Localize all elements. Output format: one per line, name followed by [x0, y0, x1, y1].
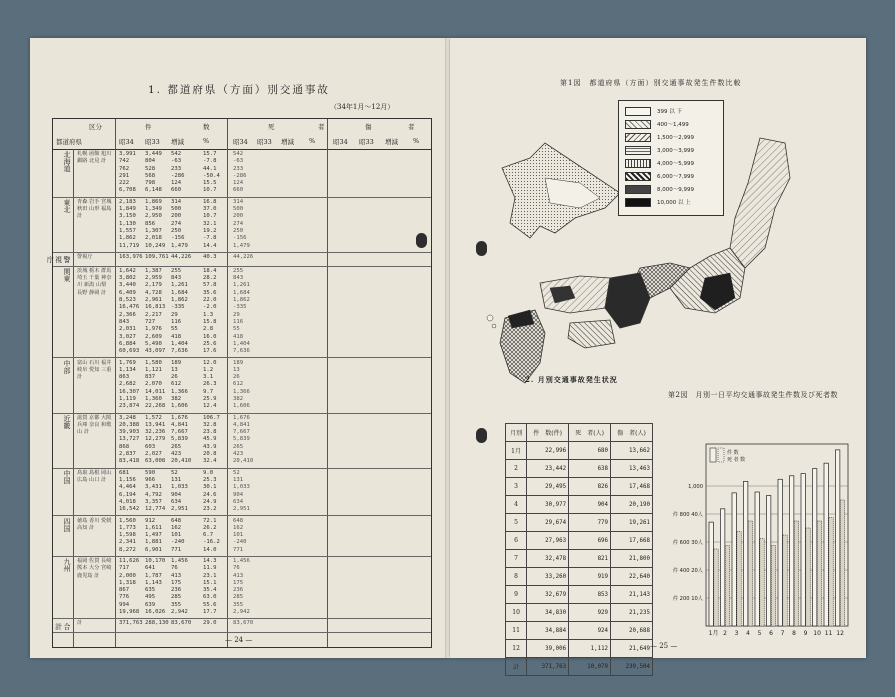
table-cell: 34,884	[527, 622, 569, 640]
binding-hole-1	[416, 233, 427, 248]
bar-cases	[721, 509, 725, 626]
table-cell: 371,763	[527, 658, 569, 676]
value-column: 1,869 1,349 2,950 856 1,307 2,018 10,249	[145, 198, 166, 249]
value-column: 1,456 76 413 175 236 285 355 2,942	[233, 558, 250, 616]
table-row	[506, 604, 653, 622]
subcol-8: 昭34	[333, 138, 348, 146]
region-names: 滋賀 京都 大阪 兵庫 奈良 和歌山 計	[77, 414, 112, 436]
group-label: 九州	[63, 558, 71, 572]
x-tick-label: 7	[780, 630, 785, 637]
x-tick-label: 6	[769, 630, 774, 637]
table-cell: 3	[506, 478, 527, 496]
table-cell: 1,112	[569, 640, 611, 658]
table-row	[506, 496, 653, 514]
table-cell: 821	[569, 550, 611, 568]
table-cell: 10	[506, 604, 527, 622]
subcol-4: 昭34	[233, 138, 248, 146]
x-tick-label: 9	[803, 630, 808, 637]
region-names: 警視庁	[77, 253, 93, 260]
table-cell: 1月	[506, 442, 527, 460]
prefecture-accident-table	[46, 118, 432, 648]
table-group	[53, 468, 431, 517]
value-column: 44,226	[233, 253, 254, 260]
value-column: 15.7 -7.8 44.1 -50.4 15.5 10.7	[203, 151, 220, 194]
table-row	[506, 658, 653, 676]
header-group-1b: 数	[203, 123, 210, 131]
x-tick-label: 12	[836, 630, 844, 637]
value-column: 72.1 26.2 6.7 -16.2 14.0	[203, 517, 220, 553]
value-column: 590 966 3,431 4,792 3,357 12,774	[145, 469, 166, 513]
value-column: 29.0	[203, 620, 217, 627]
value-column: 40.3	[203, 253, 217, 260]
value-column: 11,626 717 2,000 1,318 867 776 994 19,968	[119, 558, 140, 616]
table-group	[53, 413, 431, 469]
bar-deaths	[783, 535, 787, 626]
right-page-number: — 25 —	[650, 642, 678, 650]
table-cell: 826	[569, 478, 611, 496]
x-tick-label: 10	[813, 630, 821, 637]
table-group	[53, 358, 431, 414]
binding-hole-2	[476, 241, 487, 256]
value-column: 288,130	[145, 620, 169, 627]
table-cell: 計	[506, 658, 527, 676]
group-label: 東北	[63, 198, 71, 213]
value-column: 255 843 1,261 1,684 1,862 -335 29 116 55 418 1,404 7,636	[171, 267, 188, 355]
value-column: 1,580 1,121 837 2,070 14,011 1,360 22,268	[145, 359, 166, 410]
col-header: 死 者(人)	[569, 424, 611, 442]
bar-deaths	[771, 546, 775, 627]
group-label: 四国	[63, 517, 71, 532]
value-column: 255 843 1,261 1,684 1,862 -335 29 116 55 418 1,404 7,636	[233, 267, 250, 355]
legend-item: 399 以 下	[625, 107, 721, 118]
table-cell: 853	[569, 586, 611, 604]
value-column: 52 131 1,033 904 634 2,951	[233, 469, 250, 513]
y-tick-label: 件 200 10人	[672, 596, 703, 602]
value-column: 314 500 200 274 250 -156 1,479	[233, 198, 250, 249]
table-cell: 779	[569, 514, 611, 532]
value-column: 52 131 1,033 904 634 2,951	[171, 469, 188, 513]
value-column: 189 13 26 612 1,366 382 1,606	[171, 359, 188, 410]
value-column: 109,761	[145, 253, 169, 260]
subcol-5: 昭33	[257, 138, 272, 146]
kinki-region	[605, 273, 650, 328]
value-column: 1,676 4,841 7,667 5,839 265 423 20,410	[233, 414, 254, 465]
bar-cases	[824, 463, 828, 626]
value-column: 83,670	[233, 620, 254, 627]
legend-item: 3,000〜3,999	[625, 146, 721, 157]
value-column: 3,449 804 528 568 798 6,148	[145, 151, 162, 194]
legend-item: 400〜1,499	[625, 120, 721, 131]
table-row	[506, 568, 653, 586]
period-label: （34年1月〜12月）	[330, 103, 395, 111]
table-cell: 638	[569, 460, 611, 478]
tohoku-region	[730, 138, 790, 268]
table-cell: 21,800	[611, 550, 653, 568]
table-cell: 5	[506, 514, 527, 532]
bar-cases	[790, 476, 794, 626]
table-cell: 696	[569, 532, 611, 550]
table-group	[46, 252, 431, 267]
value-column: 912 1,611 1,497 1,881 6,901	[145, 517, 162, 553]
table-cell: 33,260	[527, 568, 569, 586]
legend-swatch-deaths	[718, 448, 724, 462]
col-header: 傷 者(人)	[611, 424, 653, 442]
region-names: 計	[77, 620, 83, 627]
left-page	[30, 38, 448, 658]
value-column: 83,670	[171, 620, 192, 627]
binding-hole-3	[476, 428, 487, 443]
col-header: 件 数(件)	[527, 424, 569, 442]
bar-cases	[744, 481, 748, 626]
table-cell: 12	[506, 640, 527, 658]
region-names: 福岡 佐賀 長崎 熊本 大分 宮崎 鹿児島 計	[77, 558, 112, 579]
header-group-3a: 傷	[365, 123, 372, 131]
table-cell: 6	[506, 532, 527, 550]
subcol-6: 増減	[281, 138, 294, 146]
table-cell: 7	[506, 550, 527, 568]
y-tick-label: 件 600 30人	[672, 540, 703, 546]
bar-deaths	[748, 521, 752, 626]
bar-deaths	[760, 539, 764, 627]
chugoku-region	[540, 276, 610, 313]
legend-item: 6,000〜7,999	[625, 172, 721, 183]
header-group-3b: 者	[408, 123, 415, 131]
map-legend	[618, 100, 724, 216]
value-column: 648 162 101 -240 771	[233, 517, 247, 553]
table-group	[53, 516, 431, 558]
x-tick-label: 5	[757, 630, 762, 637]
monthly-bar-chart	[670, 436, 852, 641]
bar-deaths	[840, 500, 844, 626]
header-region-sub: 都道府県	[56, 138, 82, 146]
value-column: 9.0 25.3 30.1 24.6 24.9 23.2	[203, 469, 217, 513]
x-tick-label: 2	[723, 630, 728, 637]
table-cell: 34,830	[527, 604, 569, 622]
col-header: 月別	[506, 424, 527, 442]
subcol-1: 昭33	[145, 138, 160, 146]
legend-item: 8,000〜9,999	[625, 185, 721, 196]
subcol-0: 昭34	[119, 138, 134, 146]
table-cell: 21,649	[611, 640, 653, 658]
table-cell: 20,688	[611, 622, 653, 640]
subcol-7: %	[309, 137, 316, 145]
table-row	[506, 622, 653, 640]
bar-cases	[801, 474, 805, 626]
table-cell: 13,463	[611, 460, 653, 478]
bar-cases	[778, 479, 782, 626]
region-names: 徳島 香川 愛媛 高知 計	[77, 517, 112, 531]
x-tick-label: 8	[792, 630, 797, 637]
bar-deaths	[714, 549, 718, 626]
bar-cases	[755, 492, 759, 626]
value-column: 1,572 13,941 32,236 12,279 603 2,027 63,008	[145, 414, 166, 465]
table-header	[53, 119, 431, 150]
y-tick-label: 1,000	[688, 484, 703, 490]
group-label: 関東	[63, 267, 71, 282]
table-cell: 20,190	[611, 496, 653, 514]
table-row	[506, 442, 653, 460]
table-cell: 9	[506, 586, 527, 604]
table-cell: 29,674	[527, 514, 569, 532]
bar-deaths	[817, 521, 821, 626]
value-column: 1,456 76 413 175 236 285 355 2,942	[171, 558, 188, 616]
bar-cases	[732, 493, 736, 626]
table-cell: 230,504	[611, 658, 653, 676]
table-row	[506, 460, 653, 478]
header-region: 区分	[89, 123, 102, 131]
value-column: 3,248 20,388 39,903 13,727 868 2,837 83,418	[119, 414, 140, 465]
table-cell: 17,468	[611, 478, 653, 496]
table-cell: 680	[569, 442, 611, 460]
x-tick-label: 4	[746, 630, 751, 637]
table-cell: 32,679	[527, 586, 569, 604]
subcol-11: %	[413, 137, 420, 145]
table-row	[506, 640, 653, 658]
value-column: 44,226	[171, 253, 192, 260]
table-row	[506, 514, 653, 532]
bar-cases	[709, 522, 713, 626]
value-column: 371,763	[119, 620, 143, 627]
table-cell: 22,996	[527, 442, 569, 460]
header-group-2a: 死	[268, 123, 275, 131]
legend-item: 4,000〜5,999	[625, 159, 721, 170]
table2-title: 2. 月別交通事故発生状況	[525, 375, 618, 384]
value-column: 14.3 11.9 23.1 15.1 35.4 63.0 55.6 17.7	[203, 558, 217, 616]
table-group	[53, 266, 431, 359]
value-column: 542 -63 233 -286 124 660	[233, 151, 247, 194]
table-cell: 17,668	[611, 532, 653, 550]
bar-deaths	[829, 518, 833, 627]
table-row	[506, 532, 653, 550]
value-column: 163,976	[119, 253, 143, 260]
table-cell: 22,640	[611, 568, 653, 586]
header-group-2b: 者	[318, 123, 325, 131]
table-row	[506, 478, 653, 496]
bar-deaths	[737, 532, 741, 627]
table-cell: 929	[569, 604, 611, 622]
header-group-1a: 件	[145, 123, 152, 131]
value-column: 16.8 37.0 10.7 32.1 19.2 -7.8 14.4	[203, 198, 217, 249]
fig2-title: 第2図 月別一日平均交通事故発生件数及び死者数	[668, 391, 838, 399]
table-group	[53, 197, 431, 253]
shikoku-region	[568, 320, 615, 348]
table-group	[53, 556, 431, 619]
bar-cases	[813, 469, 817, 626]
subcol-2: 増減	[171, 138, 184, 146]
value-column: 18.4 28.2 57.8 35.6 22.0 -2.0 1.3 15.8 2.8 16.0 25.6 17.6	[203, 267, 217, 355]
table-row	[506, 586, 653, 604]
value-column: 542 -63 233 -286 124 660	[171, 151, 185, 194]
table-cell: 10,079	[569, 658, 611, 676]
subcol-10: 増減	[385, 138, 398, 146]
table-group	[53, 618, 431, 633]
table-cell: 32,478	[527, 550, 569, 568]
value-column: 314 500 200 274 250 -156 1,479	[171, 198, 188, 249]
group-label: 近畿	[63, 414, 71, 429]
legend-swatch-cases	[710, 448, 716, 462]
bar-cases	[836, 450, 840, 626]
x-tick-label: 1月	[708, 630, 719, 637]
table-cell: 39,006	[527, 640, 569, 658]
y-tick-label: 件 400 20人	[672, 568, 703, 574]
region-names: 富山 石川 福井 岐阜 愛知 三重 計	[77, 359, 112, 381]
right-page	[450, 38, 866, 671]
table-cell: 21,235	[611, 604, 653, 622]
y-tick-label: 件 800 40人	[672, 512, 703, 518]
legend-item: 1,500〜2,999	[625, 133, 721, 144]
table-cell: 27,963	[527, 532, 569, 550]
x-tick-label: 3	[734, 630, 739, 637]
value-column: 2,183 1,849 3,150 1,130 1,557 1,862 11,719	[119, 198, 140, 249]
table-group	[53, 149, 431, 198]
region-names: 鳥取 島根 岡山 広島 山口 計	[77, 469, 112, 483]
table-cell: 919	[569, 568, 611, 586]
bar-cases	[767, 496, 771, 626]
table-cell: 11	[506, 622, 527, 640]
group-label: 中国	[63, 469, 71, 484]
bar-deaths	[794, 521, 798, 626]
table-cell: 19,261	[611, 514, 653, 532]
value-column: 1,560 1,773 1,598 2,341 8,272	[119, 517, 136, 553]
table-cell: 23,442	[527, 460, 569, 478]
table-cell: 4	[506, 496, 527, 514]
group-label: 警視庁	[46, 256, 71, 264]
legend-item: 10,000 以 上	[625, 198, 721, 209]
table-cell: 924	[569, 622, 611, 640]
value-column: 189 13 26 612 1,366 382 1,606	[233, 359, 250, 410]
group-label: 北海道	[63, 151, 71, 172]
bar-deaths	[806, 528, 810, 626]
table-cell: 30,977	[527, 496, 569, 514]
legend-label: 死 者 数	[727, 457, 746, 463]
value-column: 1,642 3,802 3,440 6,409 8,523 16,476 2,366 843 2,031 3,027 6,884 60,693	[119, 267, 140, 355]
left-page-title: 1. 都道府県（方面）別交通事故	[148, 84, 330, 96]
value-column: 10,170 641 1,787 1,143 635 495 639 16,026	[145, 558, 166, 616]
group-label: 中部	[63, 359, 71, 374]
bar-deaths	[725, 546, 729, 627]
value-column: 3,991 742 762 291 222 6,708	[119, 151, 136, 194]
table-cell: 904	[569, 496, 611, 514]
value-column: 648 162 101 -240 771	[171, 517, 185, 553]
legend-label: 件 数	[727, 450, 739, 456]
fig1-title: 第1図 都道府県（方面）別交通事故発生件数比較	[560, 79, 742, 87]
left-page-number: — 24 —	[225, 636, 253, 644]
value-column: 12.0 1.2 3.1 26.3 9.7 25.9 12.4	[203, 359, 217, 410]
table-cell: 29,495	[527, 478, 569, 496]
x-tick-label: 11	[824, 630, 833, 637]
table-row	[506, 550, 653, 568]
table-cell: 21,143	[611, 586, 653, 604]
value-column: 681 1,156 4,464 6,194 4,018 16,542	[119, 469, 140, 513]
monthly-accident-table	[505, 423, 653, 676]
value-column: 1,676 4,841 7,667 5,839 265 423 20,410	[171, 414, 192, 465]
subcol-3: %	[203, 137, 210, 145]
region-names: 青森 岩手 宮城 秋田 山形 福島 計	[77, 198, 112, 220]
value-column: 1,769 1,134 863 2,682 16,307 1,119 23,874	[119, 359, 140, 410]
table-cell: 8	[506, 568, 527, 586]
region-names: 茨城 栃木 群馬 埼玉 千葉 神奈川 新潟 山梨 長野 静岡 計	[77, 267, 112, 296]
value-column: 106.7 32.8 23.8 45.9 43.9 20.8 32.4	[203, 414, 220, 465]
subcol-9: 昭33	[359, 138, 374, 146]
group-label: 合計	[54, 622, 71, 630]
table-header-row	[506, 424, 653, 442]
region-names: 札幌 函館 旭川 釧路 北見 計	[77, 151, 112, 165]
table-cell: 2	[506, 460, 527, 478]
table-cell: 13,662	[611, 442, 653, 460]
value-column: 1,387 2,959 2,179 4,728 2,961 16,813 2,217 727 1,976 2,609 5,490 43,097	[145, 267, 166, 355]
